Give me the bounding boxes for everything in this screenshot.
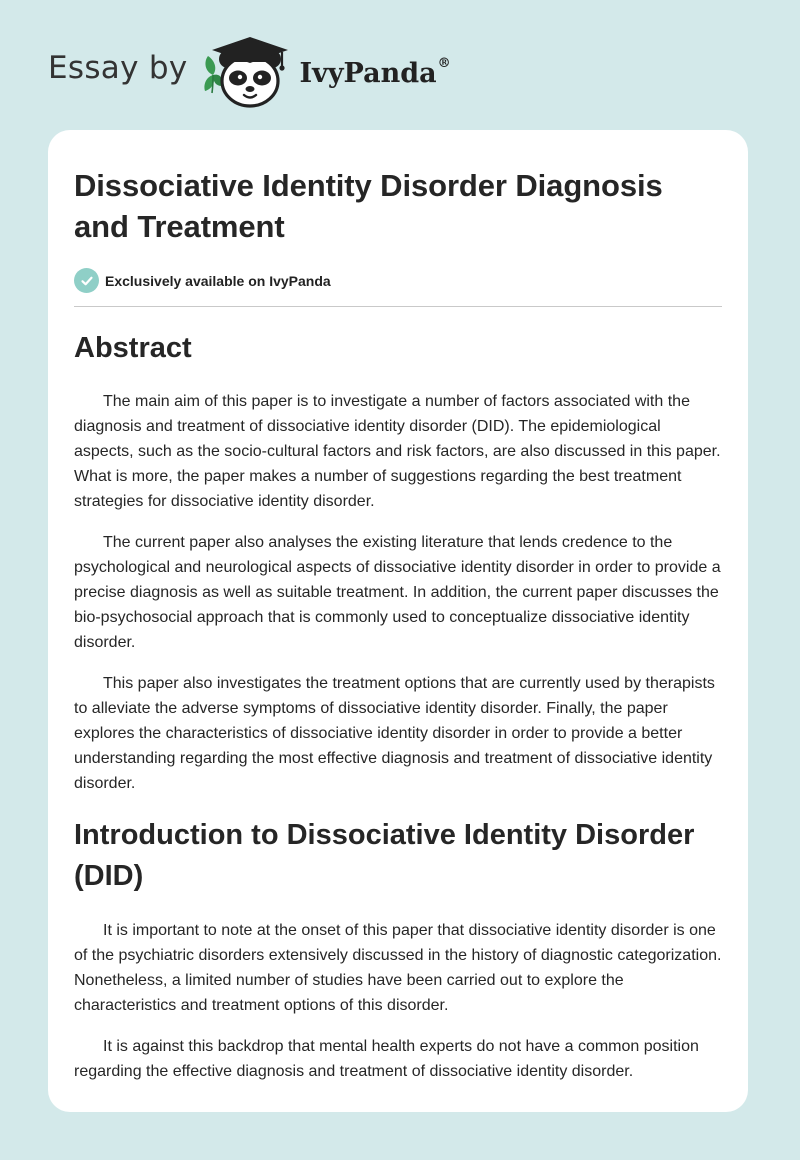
brand-name — [300, 56, 451, 89]
brand-name-text: IvyPanda — [299, 57, 437, 89]
site-header — [48, 30, 451, 110]
essay-card — [48, 130, 748, 1112]
panda-graduate-logo-icon — [202, 31, 298, 109]
section-heading-abstract: Abstract — [74, 332, 192, 364]
trademark-symbol: ® — [437, 55, 451, 71]
paragraph: The current paper also analyses the existing literature that lends credence to the psychological and neurological aspects of dissociative identity disorder in order to provide a precise diagnosis as well as suitable treatment. In addition, the current paper discusses the bio-psychosocial approach that is commonly used to conceptualize dissociative identity disorder. — [74, 534, 721, 651]
exclusive-badge — [74, 268, 722, 307]
exclusive-badge-label: Exclusively available on IvyPanda — [105, 272, 331, 289]
paragraph: It is against this backdrop that mental health experts do not have a common position regarding the effective diagnosis and treatment of dissociative identity disorder. — [74, 1038, 699, 1080]
section-heading-introduction: Introduction to Dissociative Identity Disorder (DID) — [74, 819, 695, 892]
paragraph: The main aim of this paper is to investigate a number of factors associated with the diagnosis and treatment of dissociative identity disorder (DID). The epidemiological aspects, such as the socio-cultural factors and risk factors, are also discussed in this paper. What is more, the paper makes a number of suggestions regarding the best treatment strategies for dissociative identity disorder. — [74, 393, 721, 510]
check-circle-icon — [74, 268, 99, 293]
essay-title: Dissociative Identity Disorder Diagnosis and Treatment — [74, 168, 663, 244]
essay-by-label: Essay by — [48, 50, 188, 86]
paragraph: This paper also investigates the treatment options that are currently used by therapists to alleviate the adverse symptoms of dissociative identity disorder. Finally, the paper explores the characteristics of dissociative identity disorder in order to provide a better understanding regarding the most effective diagnosis and treatment of dissociative identity disorder. — [74, 675, 715, 792]
paragraph: It is important to note at the onset of this paper that dissociative identity disorder is one of the psychiatric disorders extensively discussed in the history of diagnostic categorization. Nonetheless, a limited number of studies have been carried out to explore the characteristics and treatment options of this disorder. — [74, 922, 722, 1014]
